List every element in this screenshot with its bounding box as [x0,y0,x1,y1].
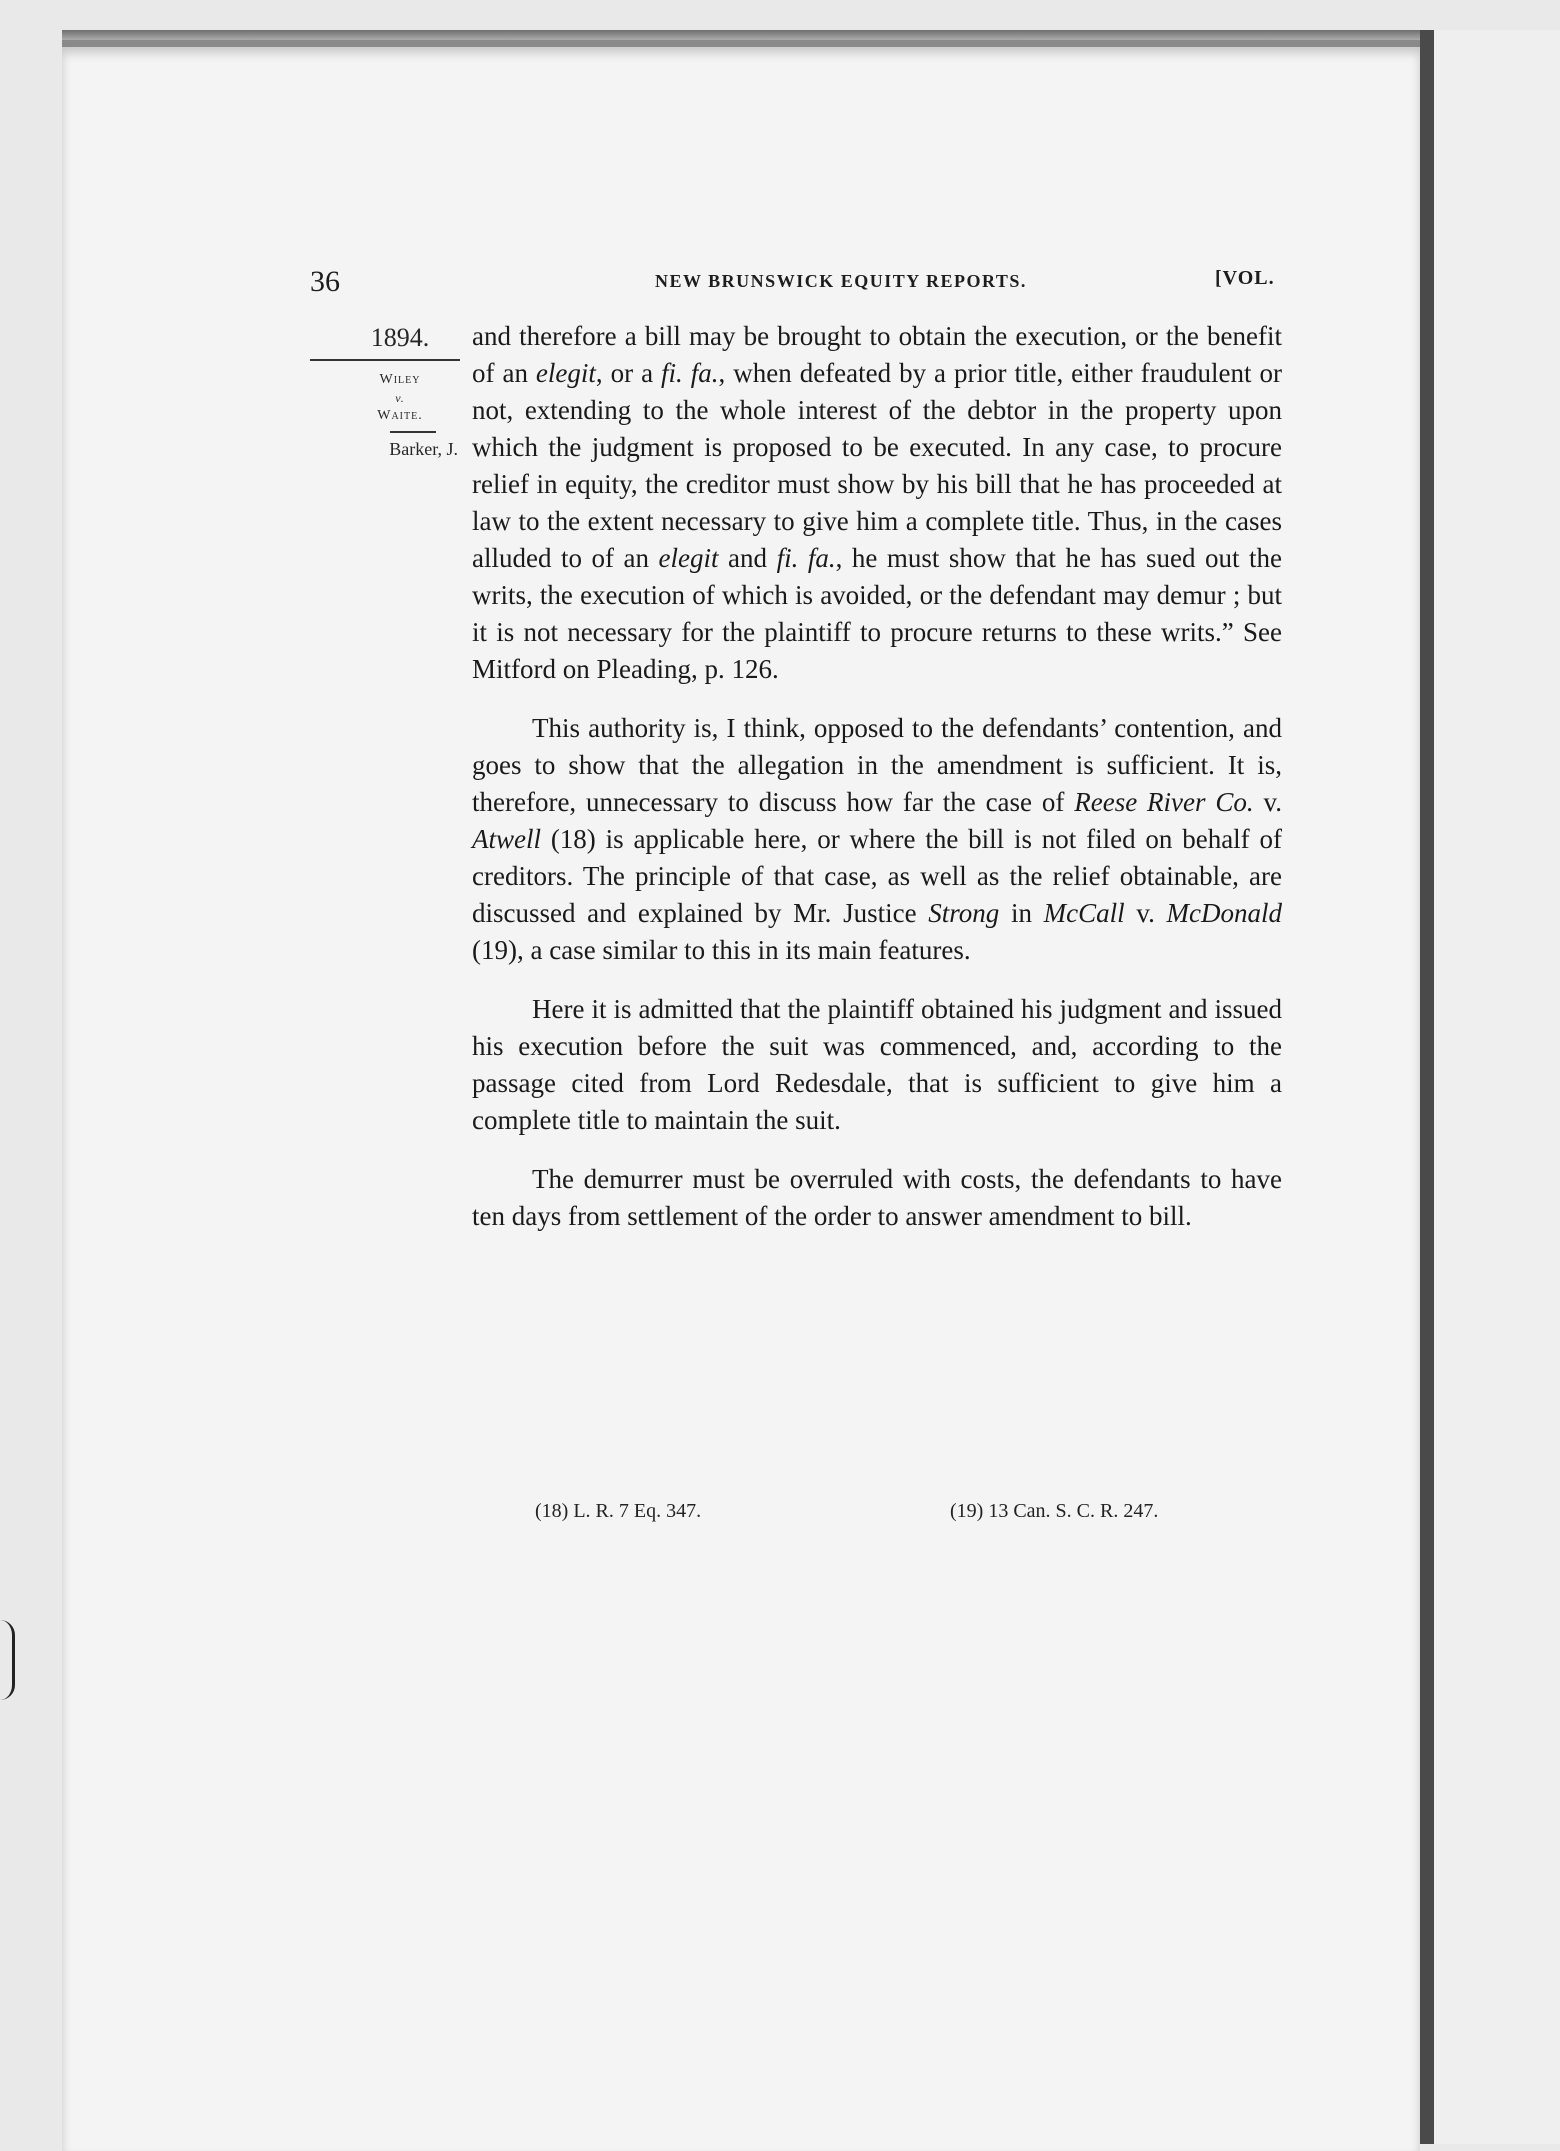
scan-artifact-curve [0,1620,15,1700]
italic-run: Strong [928,898,1000,928]
italic-run: fi. fa. [776,543,836,573]
text-run: and therefore a bill may be brought to obtain the execution, or the benefit of an [472,321,1282,388]
footnote-19: (19) 13 Can. S. C. R. 247. [950,1500,1159,1522]
paragraph-3 [472,991,1282,1139]
italic-run: McDonald [1166,898,1282,928]
margin-short-rule [390,431,436,433]
paragraph-2 [472,710,1282,969]
italic-run: elegit [535,358,596,388]
page-gutter-edge [1420,30,1434,2144]
italic-run: Reese River Co. [1074,787,1254,817]
text-run: , when defeated by a prior title, either fraudulent or not, extending to the whole interest of the debtor in the property upon which the judgment is proposed to be executed. In any case, to procure relief in equity, the creditor must show by his bill that he has proceeded at law to the extent necessary to give him a complete title. Thus, in the cases alluded to of an [472,358,1283,573]
text-run: , he must show that he has sued out the writs, the execution of which is avoided, or the defendant may demur ; but it is not necessary for the plaintiff to procure returns to these writs.” See Mitford on Pleading, p. 126. [472,543,1282,684]
italic-run: McCall [1043,898,1125,928]
italic-run: fi. fa. [661,358,719,388]
text-run: and [718,543,777,573]
margin-rule [310,359,460,361]
volume-label: [VOL. [1215,267,1275,289]
side-margin-notes [310,323,460,460]
running-title: NEW BRUNSWICK EQUITY REPORTS. [655,271,1027,291]
case-name-defendant: Waite. [377,408,423,423]
text-run: in [999,898,1044,928]
italic-run: Atwell [472,824,541,854]
text-run: , or a [595,358,662,388]
text-run: (18) is applicable here, or where the bill is not filed on behalf of creditors. The principle of that case, as well as the relief obtainable, are discussed and explained by Mr. Justice [472,824,1282,928]
text-run: v. [1124,898,1167,928]
text-run: The demurrer must be overruled with costs, the defendants to have ten days from settlement of the order to answer amendment to bill. [472,1164,1282,1231]
margin-year: 1894. [370,323,430,352]
text-run: (19), a case similar to this in its main features. [472,935,971,965]
paragraph-1 [472,318,1282,688]
paragraph-4 [472,1161,1282,1235]
italic-run: elegit [658,543,719,573]
case-name-plaintiff: Wiley [379,372,421,387]
text-run: Here it is admitted that the plaintiff obtained his judgment and issued his execution before the suit was commenced, and, according to the passage cited from Lord Redesdale, that is sufficient to give him a complete title to maintain the suit. [472,994,1282,1135]
judge-name: Barker, J. [389,439,458,459]
adjacent-page [1434,30,1560,2144]
text-run: This authority is, I think, opposed to the defendants’ contention, and goes to show that the allegation in the amendment is sufficient. It is, therefore, unnecessary to discuss how far the case of [472,713,1282,817]
case-name-versus: v. [395,391,405,405]
judgment-text [472,318,1282,1257]
text-run: v. [1253,787,1283,817]
page-number: 36 [310,265,340,298]
footnote-18: (18) L. R. 7 Eq. 347. [535,1500,702,1522]
running-header [310,265,1290,305]
